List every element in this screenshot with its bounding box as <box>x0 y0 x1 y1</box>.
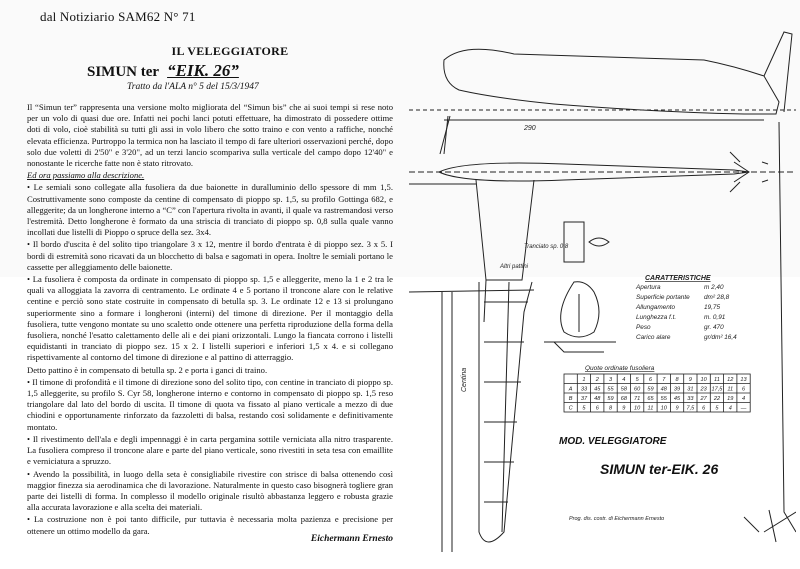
spec-label: Lunghezza f.t. <box>636 314 677 321</box>
table-cell: 9 <box>675 405 679 412</box>
table-cell: 60 <box>634 386 641 393</box>
table-cell: 22 <box>713 396 721 402</box>
rib-column <box>409 290 534 552</box>
fin-view <box>544 282 616 352</box>
table-cell: 10 <box>700 377 707 383</box>
table-cell: — <box>740 405 747 412</box>
paragraph-balsa: • Avendo la possibilità, in luogo della seta è consigliabile rivestire con strisce di balsa ottenendo così maggior finezza sia aerodinamica che di lavorazione. Naturalmente in questo caso bisognerà togliere gran parte dei listelli di forma. In complesso il modello originale risultò abbastanza leggero e robusta grazie alla accurata lavorazione e alla scelta dei materiali. <box>27 468 393 513</box>
table-cell: 5 <box>715 405 719 412</box>
table-cell: 27 <box>700 396 707 402</box>
table-cell: 9 <box>688 377 692 383</box>
paragraph-skid: Detto pattino è in compensato di betulla sp. 2 e porta i ganci di traino. <box>27 364 268 375</box>
table-cell: 6 <box>702 405 706 412</box>
table-cell: 7 <box>662 377 666 383</box>
source-header: dal Notiziario SAM62 N° 71 <box>40 9 196 24</box>
table-cell: 58 <box>620 386 627 393</box>
table-cell: 5 <box>582 405 586 412</box>
table-cell: 37 <box>580 396 588 402</box>
table-cell: 11 <box>727 386 734 393</box>
table-cell: 11 <box>714 377 720 383</box>
spec-value: 19,75 <box>704 304 720 311</box>
paragraph-fuselage: • La fusoliera è composta da ordinate in compensato di pioppo sp. 1,5 e alleggerite, meno la 1 e 2 tra le quali va alloggiata la zavorra di centramento. Le ordinate 4 e 5 portano il troncone alare con le relative centine e perciò sono state costruite in compensato di betulla sp. 3. Le ordinate 12 e 13 si prolungano superiormente sino a formare i longheroni (interni) del timone di direzione. Per il montaggio della fusoliera, tutte vengono montate su uno scaletto onde ottenere una perfetta riproduzione della forma della fusoliera, nonché l'esatto calettamento delle ali e dei piani orizzontali. Lungo la fiancata corrono i listelli equidistanti in tranciato di pioppo sez. 15 x 2. I listelli superiori e inferiori 1,5 x 4. e si collegano rispettivamente al contorno del timone di direzione e al pattino di atterraggio. <box>27 274 393 363</box>
table-cell: 31 <box>687 386 694 393</box>
table-cell: 2 <box>595 377 599 383</box>
dim-label: 290 <box>524 125 536 132</box>
table-cell: 8 <box>608 405 613 412</box>
paragraph-tail: • Il timone di profondità e il timone di direzione sono del solito tipo, con centine in tranciato di pioppo sp. 1,5 alleggerite, su profilo S. Cyr 58, longherone interno e contorno in compensato di pioppo sp. 1,5 reso triangolare dal lato del bordo di uscita. Il timone di quota va fissato al piano verticale a mezzo di due chiodini e opportunamente rinforzato da fazzoletti di balsa, restando così solidamente e definitivamente montato. <box>27 376 393 432</box>
table-cell: 55 <box>660 396 667 402</box>
model-label: MOD. VELEGGIATORE <box>559 436 667 447</box>
table-title: Quote ordinate fusoliera <box>585 365 655 372</box>
paragraph-edges: • Il bordo d'uscita è del solito tipo triangolare 3 x 12, mentre il bordo d'entrata è di pioppo sez. 3 x 5. I bordi di estremità sono ricavati da un blocchetto di balsa e sagomati in opera. Inoltre le semiali portano le cassette per alleggiamento delle baionette. <box>27 239 393 272</box>
table-cell: 7,5 <box>686 405 695 412</box>
table-cell: C <box>568 405 573 412</box>
model-name: SIMUN ter <box>87 64 160 80</box>
ordinate-table <box>564 365 750 412</box>
table-cell: 33 <box>687 396 694 402</box>
table-cell: 55 <box>607 386 614 393</box>
table-cell: 10 <box>660 405 667 412</box>
side-label: Tranciato sp. 0,8 <box>524 244 569 250</box>
table-cell: 19 <box>727 396 734 402</box>
paragraph-covering: • Il rivestimento dell'ala e degli impennaggi è in carta pergamina sottile verniciata alla nitro trasparente. La fusoliera compreso il troncone alare e parte del piano verticale, sono rivestiti in seta tesa con emaillite e verniciatura a spruzzo. <box>27 433 393 467</box>
table-cell: 39 <box>673 386 681 393</box>
model-name-drawing: SIMUN ter-EIK. 26 <box>600 461 719 477</box>
signature: Eichermann Ernesto <box>310 534 393 544</box>
spec-label: Apertura <box>636 284 661 291</box>
table-cell: 65 <box>647 396 654 402</box>
designer-credit: Prog. dis. costr. di Eichermann Ernesto <box>569 516 665 522</box>
table-cell: 59 <box>647 386 654 393</box>
spec-value: gr. 470 <box>704 324 724 331</box>
table-cell: 5 <box>635 377 639 383</box>
table-cell: 6 <box>741 386 746 393</box>
table-cell: 48 <box>594 396 601 402</box>
model-code: “EIK. 26” <box>167 61 239 80</box>
table-cell: 4 <box>728 405 732 412</box>
paragraph-intro: Il “Simun ter” rappresenta una versione molto migliorata del “Simun bis” che ai suoi tempi si rese noto per un volo di quasi due ore. Infatti nei pochi lanci potuti effettuare, ha dimostrato di possedere ottime doti di volo, cioè stabilità su tutti gli assi in volo libero che sotto traino e con vento a raffiche, nonché elevata efficienza. Purtroppo la termica non ha lasciato il tempo di fare ulteriori osservazioni perché, dopo solo due voletti di 2'50" e 3'20", ad un terzi lancio scompariva sulla verticale del campo dopo 12'40" e nonostante le ricerche fatte non è stato ritrovato. <box>27 102 393 169</box>
spec-label: Allungamento <box>636 304 676 311</box>
section-heading: Ed ora passiamo alla descrizione. <box>27 170 145 181</box>
table-cell: 8 <box>675 377 679 383</box>
wing-plan <box>461 282 532 542</box>
table-cell: 45 <box>673 396 681 402</box>
model-title <box>87 61 393 81</box>
plan-drawing <box>404 12 796 560</box>
table-cell: 48 <box>660 386 667 393</box>
table-cell: 33 <box>580 386 588 393</box>
article-title: IL VELEGGIATORE <box>171 44 289 58</box>
table-cell: 68 <box>620 396 627 402</box>
table-cell: 6 <box>648 377 653 383</box>
top-view <box>409 152 796 322</box>
article-subtitle: Tratto da l'ALA n° 5 del 15/3/1947 <box>127 82 259 92</box>
table-cell: 45 <box>594 386 601 393</box>
article <box>27 44 393 544</box>
table-cell: 4 <box>741 396 746 402</box>
specs-block <box>635 275 737 341</box>
table-cell: 17,5 <box>711 386 723 393</box>
spec-value: m 2,40 <box>704 284 724 291</box>
table-cell: 1 <box>582 377 586 383</box>
table-cell: 71 <box>634 396 641 402</box>
paragraph-conclusion: • La costruzione non è poi tanto difficile, pur tuttavia è necessaria molta pazienza e precisione per ottenere un ottimo modello da gara. <box>27 514 393 536</box>
paragraph-wings: • Le semiali sono collegate alla fusoliera da due baionette in duralluminio dello spessore di mm 1,5. Costruttivamente sono composte da centine di compensato di pioppo sp. 1,5, su profilo Gottinga 682, e alleggerite; da un longherone interno a “C” con l'apertura rivolta in avanti, il quale va rastremandosi verso l'estremità. Detto longherone è formato da una striscia di tranciato di pioppo sp. 0,8 sulla quale vanno incollati due listelli di Pioppo o spruce della sez. 3x4. <box>27 182 393 238</box>
table-cell: 11 <box>647 405 654 412</box>
table-cell: 23 <box>700 386 707 393</box>
table-cell: 12 <box>727 377 734 383</box>
spec-value: dm² 28,8 <box>704 294 730 301</box>
table-cell: 4 <box>622 377 626 383</box>
side-view <box>409 32 796 154</box>
dim-line <box>779 122 796 532</box>
specs-title: CARATTERISTICHE <box>645 275 711 282</box>
table-cell: 9 <box>622 405 626 412</box>
table-cell: 10 <box>634 405 641 412</box>
table-cell: A <box>568 386 573 393</box>
side-label: Centina <box>461 367 468 392</box>
table-cell: 59 <box>607 396 614 402</box>
table-cell: 13 <box>740 377 747 383</box>
table-cell: 6 <box>595 405 599 412</box>
spec-label: Peso <box>636 324 651 331</box>
table-cell: 3 <box>608 377 613 383</box>
spec-value: m. 0,91 <box>704 314 726 321</box>
side-label: Altri pattini <box>500 264 529 270</box>
spec-label: Carico alare <box>636 334 671 341</box>
spec-value: gr/dm² 16,4 <box>704 334 737 341</box>
spec-label: Superficie portante <box>636 294 690 301</box>
table-cell: B <box>568 396 573 402</box>
article-body <box>27 102 393 538</box>
